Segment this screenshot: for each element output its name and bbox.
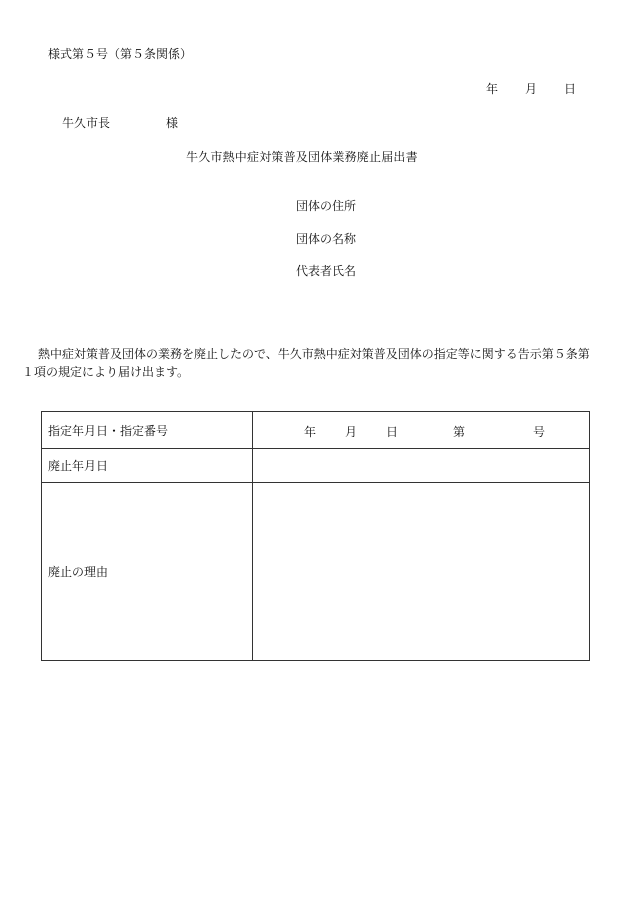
- table-row: [42, 483, 590, 661]
- date-year-label: 年: [486, 82, 499, 96]
- date-month-label: 月: [525, 82, 538, 96]
- abolition-date-field[interactable]: [253, 449, 590, 483]
- table-row: [42, 449, 590, 483]
- designation-dai-label: 第: [453, 425, 466, 439]
- date-day-label: 日: [564, 82, 577, 96]
- designation-label: 指定年月日・指定番号: [42, 412, 253, 449]
- designation-day-label: 日: [386, 425, 399, 439]
- document-title: 牛久市熱中症対策普及団体業務廃止届出書: [186, 150, 418, 164]
- abolition-reason-label: 廃止の理由: [42, 483, 253, 661]
- abolition-reason-field[interactable]: [253, 483, 590, 661]
- table-row: [42, 412, 590, 449]
- addressee: [62, 116, 178, 130]
- applicant-name-label: 団体の名称: [296, 232, 357, 246]
- applicant-address-label: 団体の住所: [296, 199, 357, 213]
- form-table: [41, 411, 590, 661]
- form-number: 様式第５号（第５条関係）: [48, 47, 193, 61]
- applicant-representative-label: 代表者氏名: [296, 264, 357, 278]
- addressee-honorific: 様: [166, 116, 179, 130]
- designation-month-label: 月: [345, 425, 358, 439]
- addressee-name: 牛久市長: [62, 116, 111, 130]
- designation-go-label: 号: [533, 425, 546, 439]
- body-text: 熱中症対策普及団体の業務を廃止したので、牛久市熱中症対策普及団体の指定等に関する告示第５条第１項の規定により届け出ます。: [22, 347, 590, 379]
- designation-value-cell: [253, 412, 590, 449]
- abolition-date-label: 廃止年月日: [42, 449, 253, 483]
- submission-date: [486, 82, 576, 96]
- designation-year-label: 年: [304, 425, 317, 439]
